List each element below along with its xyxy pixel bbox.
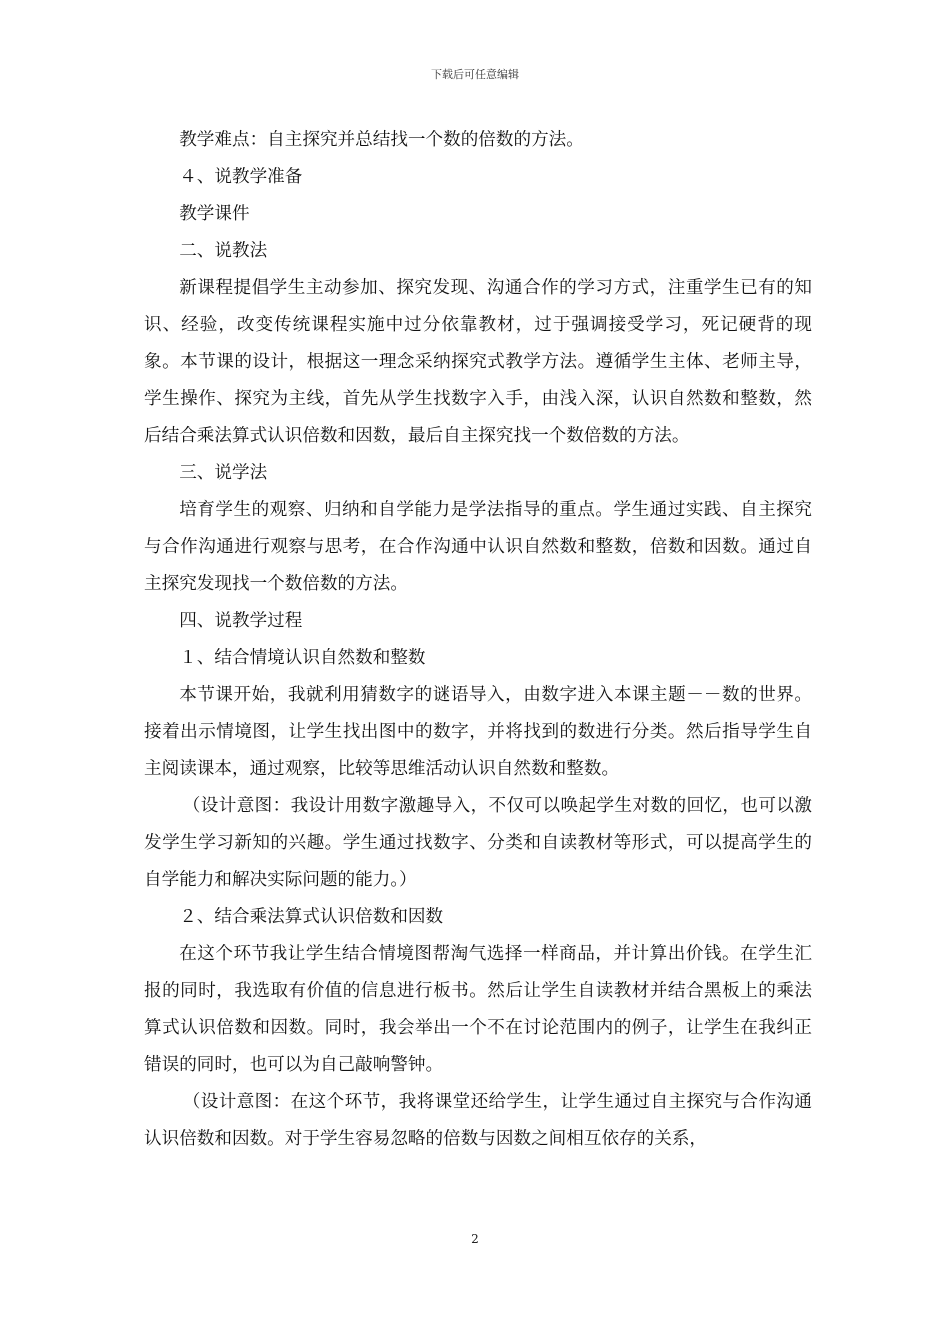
page-number: 2 — [471, 1232, 479, 1246]
paragraph: 新课程提倡学生主动参加、探究发现、沟通合作的学习方式，注重学生已有的知识、经验，改变传统课程实施中过分依靠教材，过于强调接受学习，死记硬背的现象。本节课的设计，根据这一理念采纳探究式教学方法。遵循学生主体、老师主导，学生操作、探究为主线，首先从学生找数字入手，由浅入深，认识自然数和整数，然后结合乘法算式认识倍数和因数，最后自主探究找一个数倍数的方法。 — [144, 278, 812, 446]
section-heading: 四、说教学过程 — [179, 611, 303, 631]
section-heading: 二、说教法 — [179, 241, 268, 261]
paragraph: 培育学生的观察、归纳和自学能力是学法指导的重点。学生通过实践、自主探究与合作沟通进行观察与思考，在合作沟通中认识自然数和整数，倍数和因数。通过自主探究发现找一个数倍数的方法。 — [144, 500, 812, 594]
paragraph: 教学课件 — [179, 204, 250, 224]
paragraph: 本节课开始，我就利用猜数字的谜语导入，由数字进入本课主题－－数的世界。接着出示情境图，让学生找出图中的数字，并将找到的数进行分类。然后指导学生自主阅读课本，通过观察，比较等思维活动认识自然数和整数。 — [144, 685, 812, 779]
design-intent-note: （设计意图：在这个环节，我将课堂还给学生，让学生通过自主探究与合作沟通认识倍数和因数。对于学生容易忽略的倍数与因数之间相互依存的关系， — [144, 1092, 812, 1149]
page-header: 下载后可任意编辑 — [431, 68, 519, 81]
section-heading: 三、说学法 — [179, 463, 268, 483]
section-heading: ４、说教学准备 — [179, 167, 303, 187]
design-intent-note: （设计意图：我设计用数字激趣导入，不仅可以唤起学生对数的回忆，也可以激发学生学习新知的兴趣。学生通过找数字、分类和自读教材等形式，可以提高学生的自学能力和解决实际问题的能力。） — [144, 796, 812, 890]
paragraph: 在这个环节我让学生结合情境图帮淘气选择一样商品，并计算出价钱。在学生汇报的同时，我选取有价值的信息进行板书。然后让学生自读教材并结合黑板上的乘法算式认识倍数和因数。同时，我会举出一个不在讨论范围内的例子，让学生在我纠正错误的同时，也可以为自己敲响警钟。 — [144, 944, 812, 1075]
subsection-heading: ２、结合乘法算式认识倍数和因数 — [179, 907, 444, 927]
document-body — [144, 122, 812, 1158]
subsection-heading: １、结合情境认识自然数和整数 — [179, 648, 426, 668]
paragraph: 教学难点：自主探究并总结找一个数的倍数的方法。 — [179, 130, 584, 150]
